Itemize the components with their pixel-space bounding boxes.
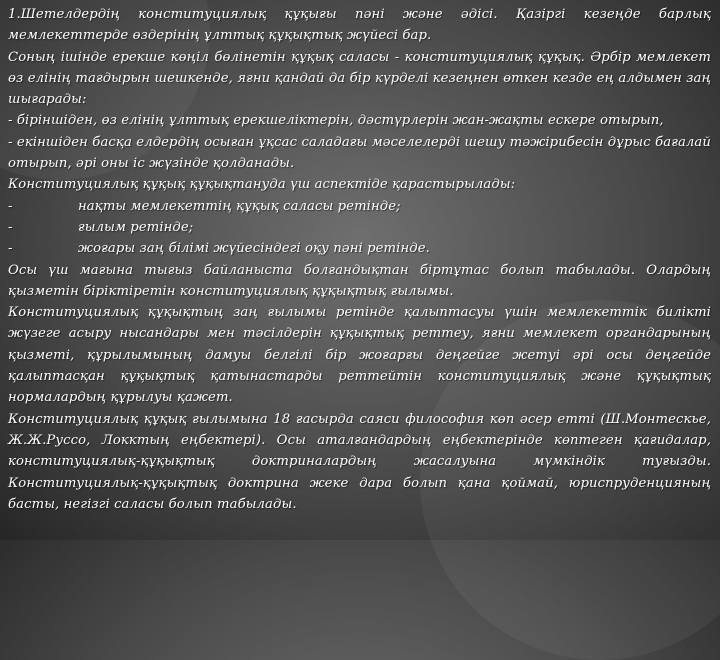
paragraph: - екіншіден басқа елдердің осыған ұқсас саладағы мәселелерді шешу тәжірибесін дұрыс бағалай отырып, әрі оны іс жүзінде қолданады. [8, 134, 711, 172]
paragraph: Конституциялық құқық құқықтануда үш аспектіде қарастырылады: [8, 177, 516, 193]
list-item-text: жоғары заң білімі жүйесіндегі оқу пәні ретінде. [78, 241, 430, 257]
list-marker: - [8, 241, 13, 257]
paragraph: Соның ішінде ерекше көңіл бөлінетін құқық саласы - конституциялық құқық. Әрбір мемлекет өз елінің тағдырын шешкенде, яғни қандай да бір күрделі кезеңнен өткен кезде ең алдымен заң шығарады: [8, 49, 711, 108]
list-marker: - [8, 219, 13, 235]
paragraph: - біріншіден, өз елінің ұлттық ерекшеліктерін, дәстүрлерін жан-жақты ескере отырып, [8, 113, 664, 129]
slide-text [8, 4, 711, 515]
paragraph: Конституциялық құқық ғылымына 18 ғасырда саяси философия көп әсер етті (Ш.Монтескье, Ж.Ж.Руссо, Локктың еңбектері). Осы аталғандардың еңбектерінде көптеген қағидалар, конституциялық-құқықтық доктриналардың жасалуына мүмкіндік туғызды. Конституциялық-құқықтық доктрина жеке дара болып қана қоймай, юриспруденцияның басты, негізгі саласы болып табылады. [8, 411, 711, 512]
list-item-text: нақты мемлекеттің құқық саласы ретінде; [78, 198, 401, 214]
paragraph: Осы үш мағына тығыз байланыста болғандықтан біртұтас болып табылады. Олардың қызметін біріктіретін конституциялық құқықтық ғылымы. [8, 262, 711, 299]
list-marker: - [8, 198, 13, 214]
list-item [8, 196, 711, 217]
paragraph: Конституциялық құқықтың заң ғылымы ретінде қалыптасуы үшін мемлекеттік билікті жүзеге асыру нысандары мен тәсілдерін құқықтық реттеу, яғни мемлекет органдарының қызметі, құрылымының дамуы белгілі бір жоғарғы деңгейге жетуі әрі осы деңгейде қалыптасқан құқықтық қатынастарды реттейтін конституциялық және құқықтық нормалардың құрылуы қажет. [8, 305, 711, 406]
list-item [8, 238, 711, 259]
list-item [8, 217, 711, 238]
heading-paragraph: 1.Шетелдердің конституциялық құқығы пәні және әдісі. Қазіргі кезеңде барлық мемлекеттерде өздерінің ұлттық құқықтық жүйесі бар. [8, 7, 711, 44]
list-item-text: ғылым ретінде; [78, 219, 194, 235]
